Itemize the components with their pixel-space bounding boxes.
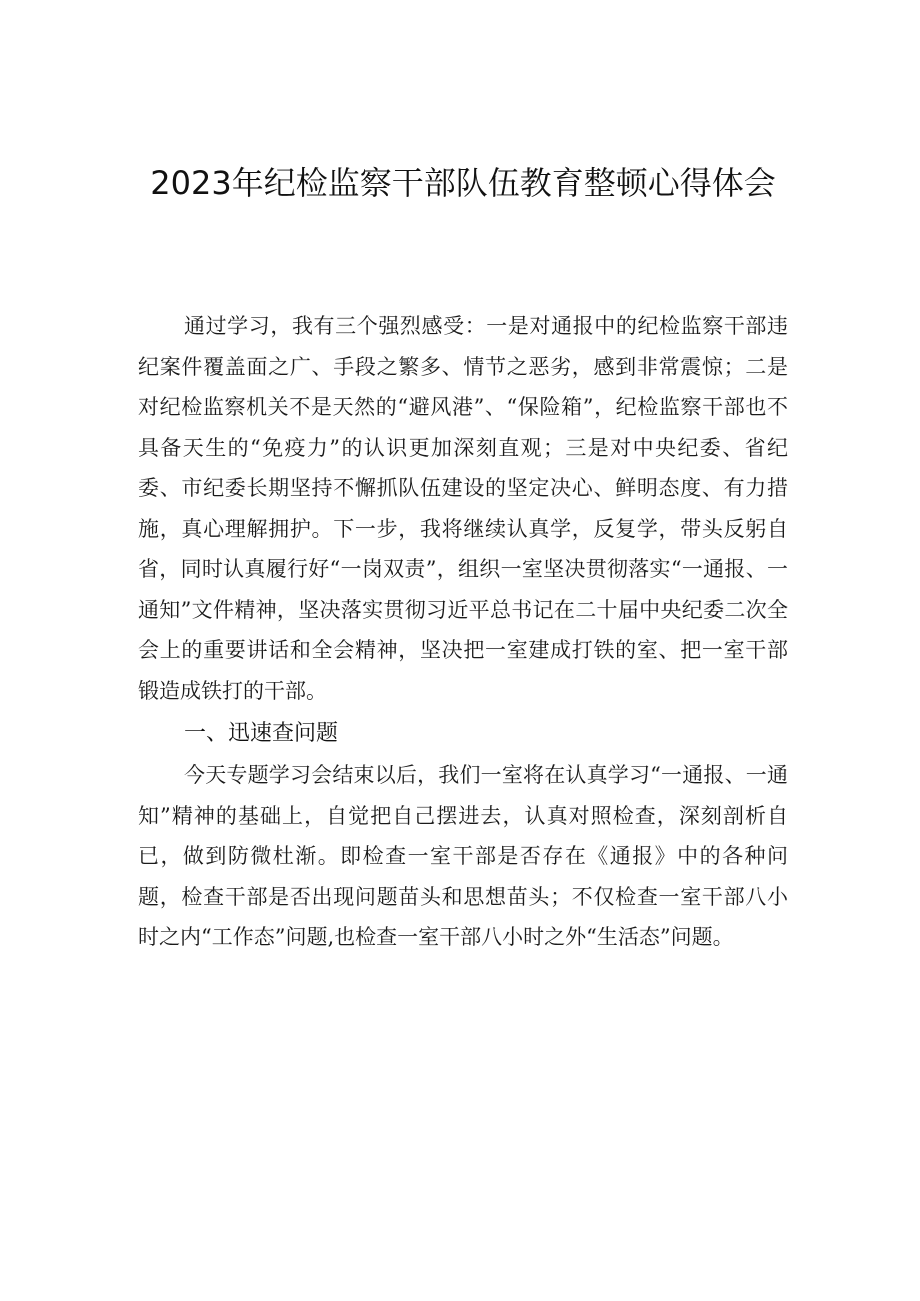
document-body [138,306,788,958]
body-paragraph: 通过学习，我有三个强烈感受：一是对通报中的纪检监察干部违纪案件覆盖面之广、手段之繁多、情节之恶劣，感到非常震惊；二是对纪检监察机关不是天然的“避风港”、“保险箱”，纪检监察干部也不具备天生的“免疫力”的认识更加深刻直观；三是对中央纪委、省纪委、市纪委长期坚持不懈抓队伍建设的坚定决心、鲜明态度、有力措施，真心理解拥护。下一步，我将继续认真学，反复学，带头反躬自省，同时认真履行好“一岗双责”，组织一室坚决贯彻落实“一通报、一通知”文件精神，坚决落实贯彻习近平总书记在二十届中央纪委二次全会上的重要讲话和全会精神，坚决把一室建成打铁的室、把一室干部锻造成铁打的干部。 [138,314,788,703]
document-title: 2023年纪检监察干部队伍教育整顿心得体会 [150,164,776,202]
section-paragraph: 今天专题学习会结束以后，我们一室将在认真学习“一通报、一通知”精神的基础上，自觉把自己摆进去，认真对照检查，深刻剖析自已，做到防微杜渐。即检查一室干部是否存在《通报》中的各种问题，检查干部是否出现问题苗头和思想苗头；不仅检查一室干部八小时之内“工作态”问题,也检查一室干部八小时之外“生活态”问题。 [138,763,788,949]
section-heading: 一、迅速查问题 [184,721,339,746]
